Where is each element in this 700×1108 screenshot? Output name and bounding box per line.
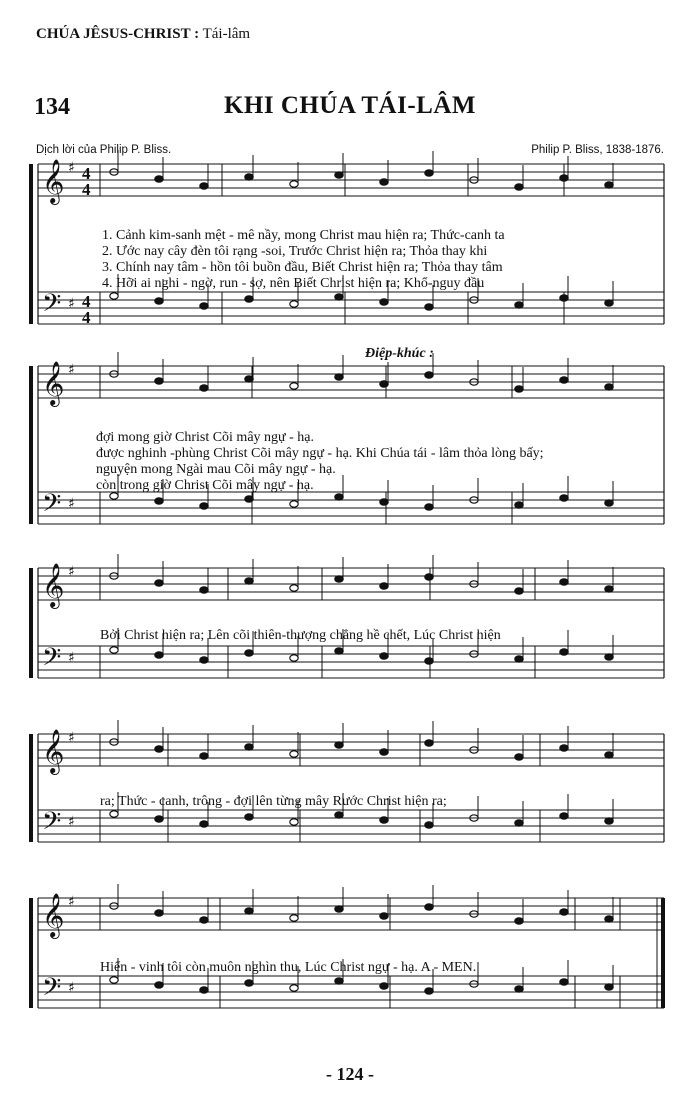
note-head (380, 499, 388, 505)
note-head (380, 179, 388, 185)
section-subtitle: Tái-lâm (202, 26, 251, 42)
note-head (515, 184, 523, 190)
note-head (245, 650, 253, 656)
note-head (515, 302, 523, 308)
note-head (605, 300, 613, 306)
note-head (335, 374, 343, 380)
note-head (200, 503, 208, 509)
lyric-line: còn trong giờ Christ Cõi mây ngự - hạ. (96, 478, 314, 493)
note-head (245, 908, 253, 914)
note-head (425, 740, 433, 746)
system-bracket (29, 898, 33, 1008)
note-head (200, 753, 208, 759)
note-head (515, 754, 523, 760)
lyric-line: Hiển - vinh tôi còn muôn nghìn thu, Lúc Christ ngự - hạ. A - MEN. (100, 960, 477, 975)
note-head (110, 293, 118, 299)
note-head (155, 498, 163, 504)
note-head (200, 987, 208, 993)
note-head (155, 378, 163, 384)
note-head (245, 814, 253, 820)
note-head (200, 657, 208, 663)
note-head (605, 916, 613, 922)
note-head (380, 583, 388, 589)
note-head (200, 303, 208, 309)
lyric-line: 2. Ước nay cây đèn tôi rạng -soi, Trước Christ hiện ra; Thỏa thay khi (102, 244, 488, 259)
time-signature-top: 4 (82, 164, 91, 183)
note-head (335, 576, 343, 582)
note-head (605, 752, 613, 758)
note-head (560, 909, 568, 915)
note-head (335, 294, 343, 300)
note-head (380, 913, 388, 919)
note-head (155, 910, 163, 916)
sharp-icon: ♯ (68, 650, 75, 666)
sharp-icon: ♯ (68, 730, 75, 746)
note-head (425, 988, 433, 994)
note-head (605, 182, 613, 188)
note-head (155, 746, 163, 752)
time-signature-bottom: 4 (82, 180, 91, 199)
note-head (380, 381, 388, 387)
note-head (110, 811, 118, 817)
note-head (155, 982, 163, 988)
note-head (335, 812, 343, 818)
note-head (425, 658, 433, 664)
hymn-number: 134 (34, 94, 70, 120)
note-head (200, 917, 208, 923)
note-head (290, 383, 298, 389)
lyric-line: ra; Thức - canh, trông - đợi lên từng mây Rước Christ hiện ra; (100, 794, 447, 809)
note-head (515, 386, 523, 392)
note-head (200, 183, 208, 189)
note-head (560, 979, 568, 985)
time-signature-bottom: 4 (82, 308, 91, 327)
sharp-icon: ♯ (68, 362, 75, 378)
note-head (515, 588, 523, 594)
note-head (335, 742, 343, 748)
note-head (245, 296, 253, 302)
note-head (380, 817, 388, 823)
sharp-icon: ♯ (68, 160, 75, 176)
note-head (560, 495, 568, 501)
note-head (515, 502, 523, 508)
note-head (380, 299, 388, 305)
note-head (425, 372, 433, 378)
note-head (290, 985, 298, 991)
note-head (200, 821, 208, 827)
final-barline-thick (661, 898, 665, 1008)
system-bracket (29, 366, 33, 524)
note-head (605, 984, 613, 990)
note-head (515, 986, 523, 992)
note-head (515, 820, 523, 826)
note-head (605, 586, 613, 592)
note-head (560, 813, 568, 819)
note-head (155, 298, 163, 304)
note-head (560, 175, 568, 181)
time-signature-top: 4 (82, 292, 91, 311)
note-head (290, 501, 298, 507)
note-head (245, 744, 253, 750)
note-head (290, 301, 298, 307)
composer-credit: Philip P. Bliss, 1838-1876. (531, 144, 664, 156)
page-number: - 124 - (326, 1064, 374, 1084)
treble-clef-icon: 𝄞 (42, 563, 65, 607)
system-bracket (29, 164, 33, 324)
treble-clef-icon: 𝄞 (42, 361, 65, 405)
note-head (605, 654, 613, 660)
note-head (335, 978, 343, 984)
note-head (605, 500, 613, 506)
note-head (200, 587, 208, 593)
note-head (605, 818, 613, 824)
section-title: CHÚA JÊSUS-CHRIST : (36, 26, 200, 42)
note-head (290, 181, 298, 187)
lyric-line: đợi mong giờ Christ Cõi mây ngự - hạ. (96, 430, 314, 445)
note-head (110, 977, 118, 983)
note-head (155, 652, 163, 658)
sharp-icon: ♯ (68, 296, 75, 312)
bass-clef-icon: 𝄢 (42, 643, 62, 678)
note-head (155, 176, 163, 182)
lyric-line: nguyện mong Ngài mau Cõi mây ngự - hạ. (96, 462, 336, 477)
note-head (245, 174, 253, 180)
system-bracket (29, 734, 33, 842)
note-head (290, 751, 298, 757)
note-head (335, 172, 343, 178)
note-head (245, 980, 253, 986)
translator-credit: Dịch lời của Philip P. Bliss. (36, 144, 172, 156)
hymn-title: KHI CHÚA TÁI-LÂM (223, 92, 476, 119)
treble-clef-icon: 𝄞 (42, 729, 65, 773)
lyric-line: 1. Cảnh kim-sanh mệt - mê nầy, mong Christ mau hiện ra; Thức-canh ta (102, 228, 505, 243)
treble-clef-icon: 𝄞 (42, 159, 65, 203)
treble-clef-icon: 𝄞 (42, 893, 65, 937)
note-head (560, 377, 568, 383)
note-head (560, 579, 568, 585)
note-head (425, 904, 433, 910)
note-head (155, 816, 163, 822)
note-head (380, 749, 388, 755)
note-head (515, 656, 523, 662)
sharp-icon: ♯ (68, 894, 75, 910)
note-head (335, 648, 343, 654)
sharp-icon: ♯ (68, 814, 75, 830)
note-head (425, 304, 433, 310)
sharp-icon: ♯ (68, 564, 75, 580)
bass-clef-icon: 𝄢 (42, 289, 62, 324)
note-head (425, 574, 433, 580)
lyric-line: 4. Hỡi ai nghi - ngờ, run - sợ, nên Biết Christ hiện ra; Khổ-nguy đầu (102, 276, 485, 291)
note-head (245, 496, 253, 502)
note-head (245, 376, 253, 382)
lyric-line: Bởi Christ hiện ra; Lên cõi thiên-thượng chẳng hề chết, Lúc Christ hiện (100, 628, 501, 643)
bass-clef-icon: 𝄢 (42, 807, 62, 842)
note-head (245, 578, 253, 584)
note-head (200, 385, 208, 391)
note-head (380, 653, 388, 659)
lyric-line: 3. Chính nay tâm - hồn tôi buồn đầu, Biết Christ hiện ra; Thỏa thay tâm (102, 260, 503, 275)
system-bracket (29, 568, 33, 678)
note-head (515, 918, 523, 924)
note-head (425, 822, 433, 828)
note-head (560, 745, 568, 751)
note-head (605, 384, 613, 390)
note-head (110, 647, 118, 653)
note-head (290, 585, 298, 591)
note-head (290, 819, 298, 825)
bass-clef-icon: 𝄢 (42, 973, 62, 1008)
note-head (290, 915, 298, 921)
sharp-icon: ♯ (68, 496, 75, 512)
note-head (335, 906, 343, 912)
note-head (380, 983, 388, 989)
bass-clef-icon: 𝄢 (42, 489, 62, 524)
refrain-label: Điệp-khúc : (365, 346, 434, 361)
sharp-icon: ♯ (68, 980, 75, 996)
note-head (560, 649, 568, 655)
note-head (290, 655, 298, 661)
note-head (560, 295, 568, 301)
note-head (425, 170, 433, 176)
note-head (155, 580, 163, 586)
note-head (425, 504, 433, 510)
note-head (335, 494, 343, 500)
lyric-line: được nghinh -phùng Christ Cõi mây ngự - hạ. Khi Chúa tái - lâm thỏa lòng bấy; (96, 446, 544, 461)
